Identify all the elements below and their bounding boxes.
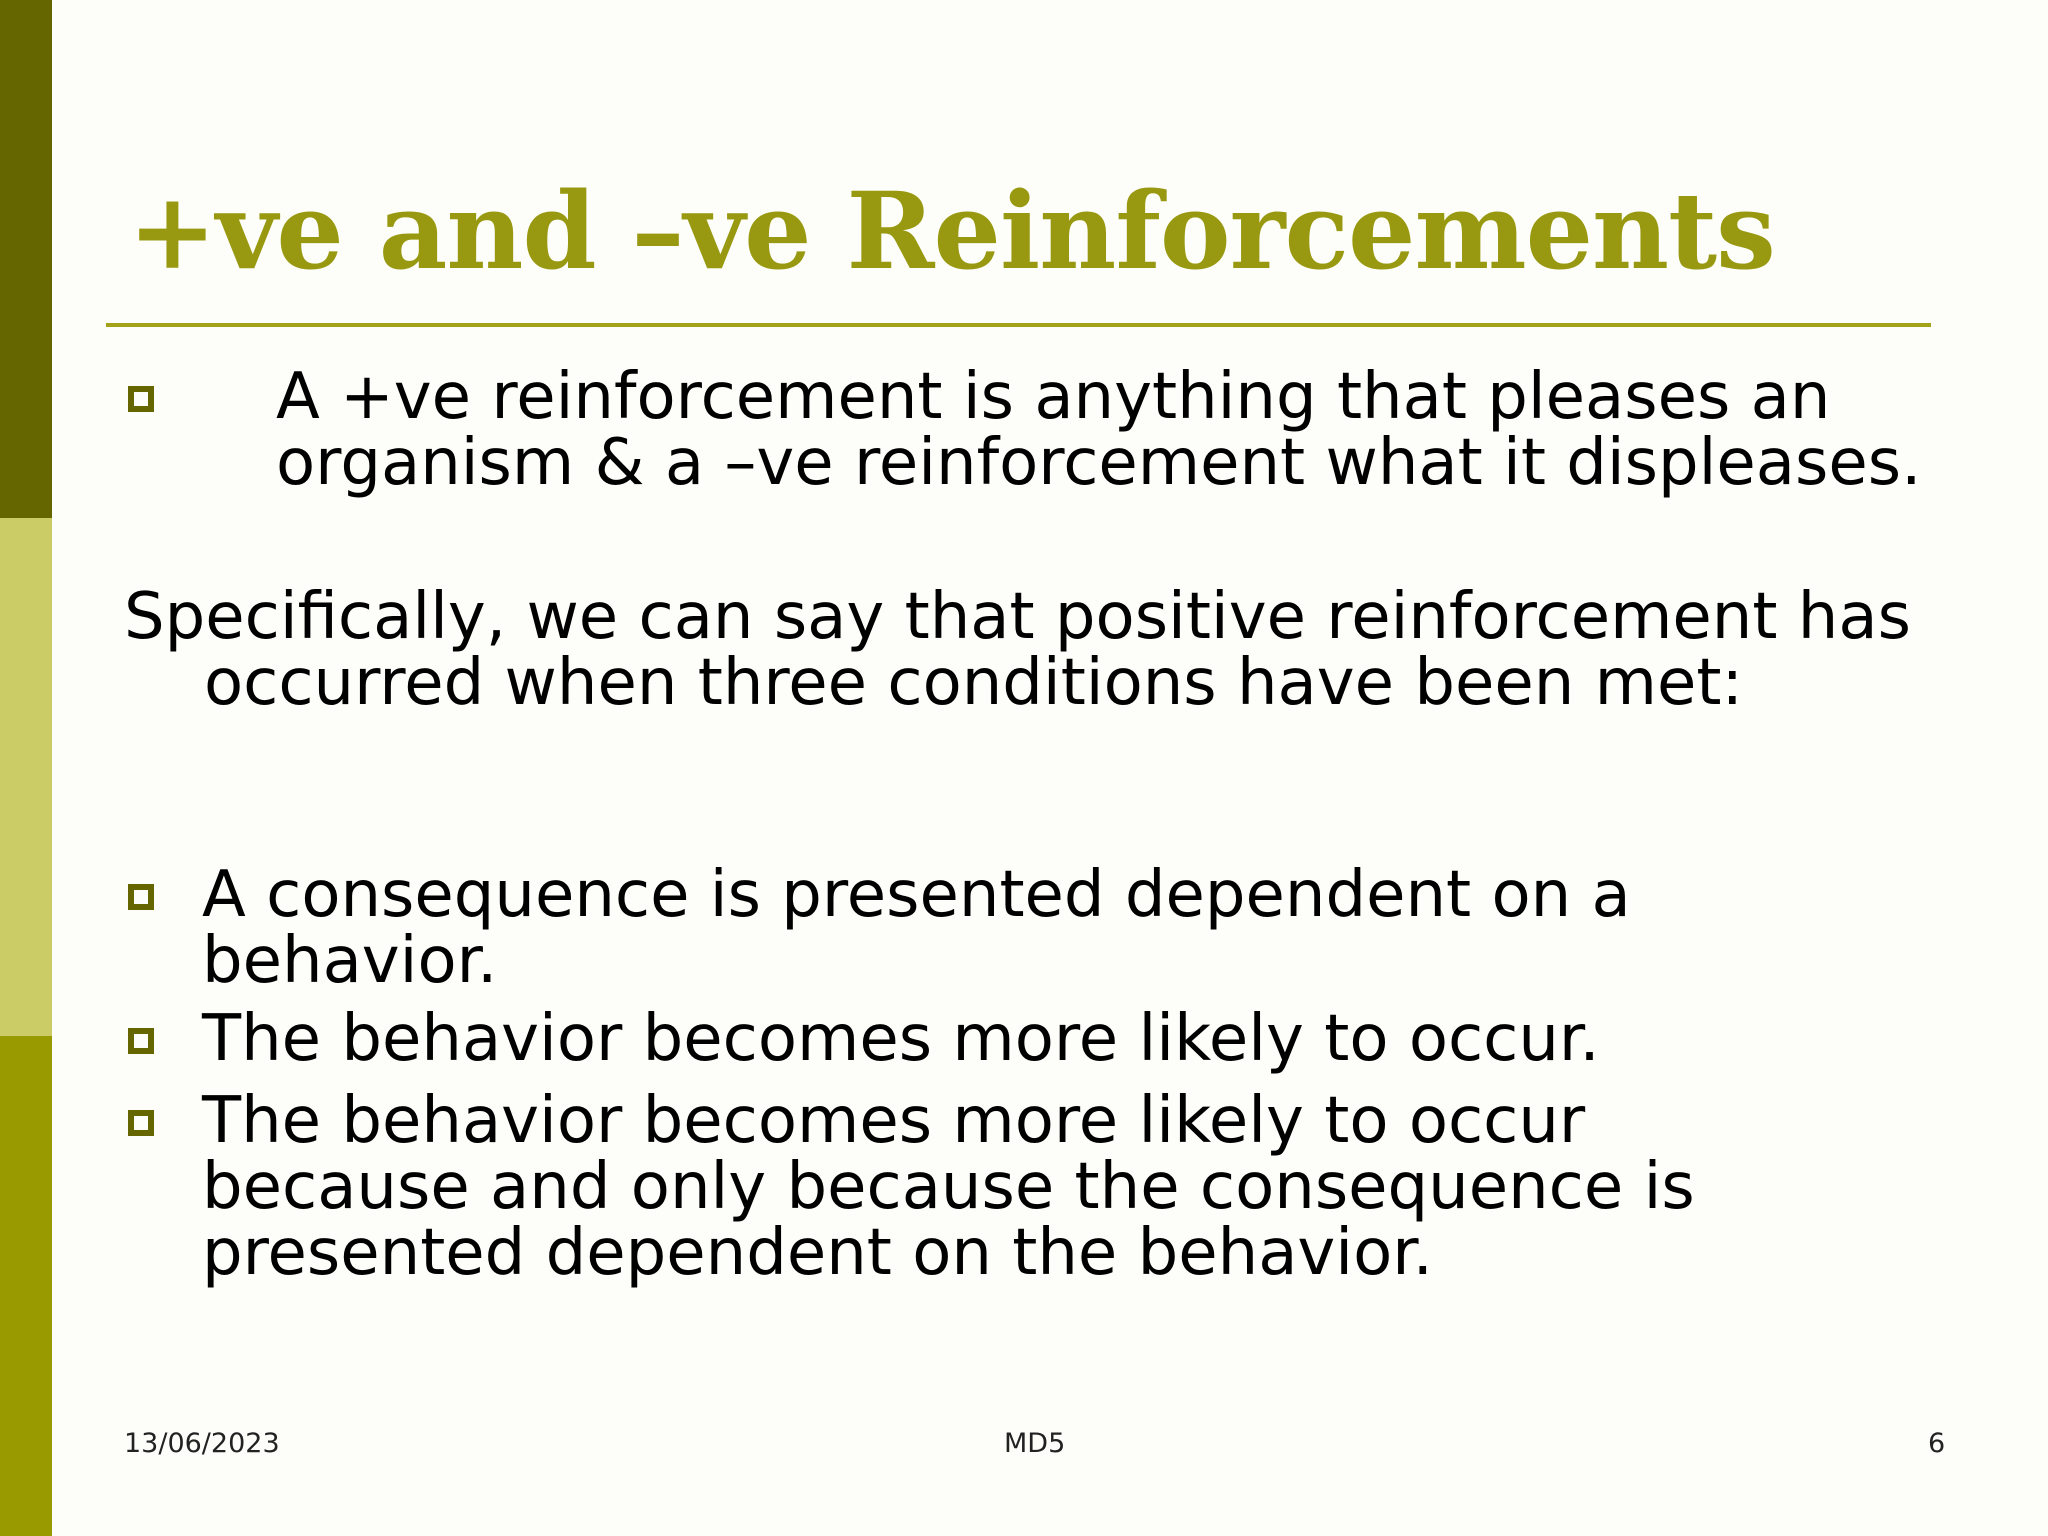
sidebar-band-olive [0, 1036, 52, 1536]
sidebar-band-dark [0, 0, 52, 518]
bullet-text-2: A consequence is presented dependent on a behavior. [202, 858, 1631, 998]
slide-title: +ve and –ve Reinforcements [128, 168, 1775, 293]
sidebar-band-light [0, 518, 52, 1036]
square-bullet-icon [128, 1110, 154, 1136]
bullet-text-4: The behavior becomes more likely to occur because and only because the consequence is presented dependent on the behavior. [202, 1084, 1695, 1290]
footer-label: MD5 [1004, 1428, 1066, 1459]
page-number: 6 [1928, 1428, 1946, 1459]
footer-date: 13/06/2023 [124, 1428, 280, 1459]
intro-paragraph: Specifically, we can say that positive reinforcement has occurred when three conditions have been met: [124, 580, 1911, 720]
title-underline [106, 323, 1931, 327]
square-bullet-icon [128, 386, 154, 412]
square-bullet-icon [128, 884, 154, 910]
bullet-text-1: A +ve reinforcement is anything that pleases an organism & a –ve reinforcement what it displeases. [276, 360, 1922, 500]
square-bullet-icon [128, 1028, 154, 1054]
bullet-text-3: The behavior becomes more likely to occur. [202, 1002, 1600, 1076]
